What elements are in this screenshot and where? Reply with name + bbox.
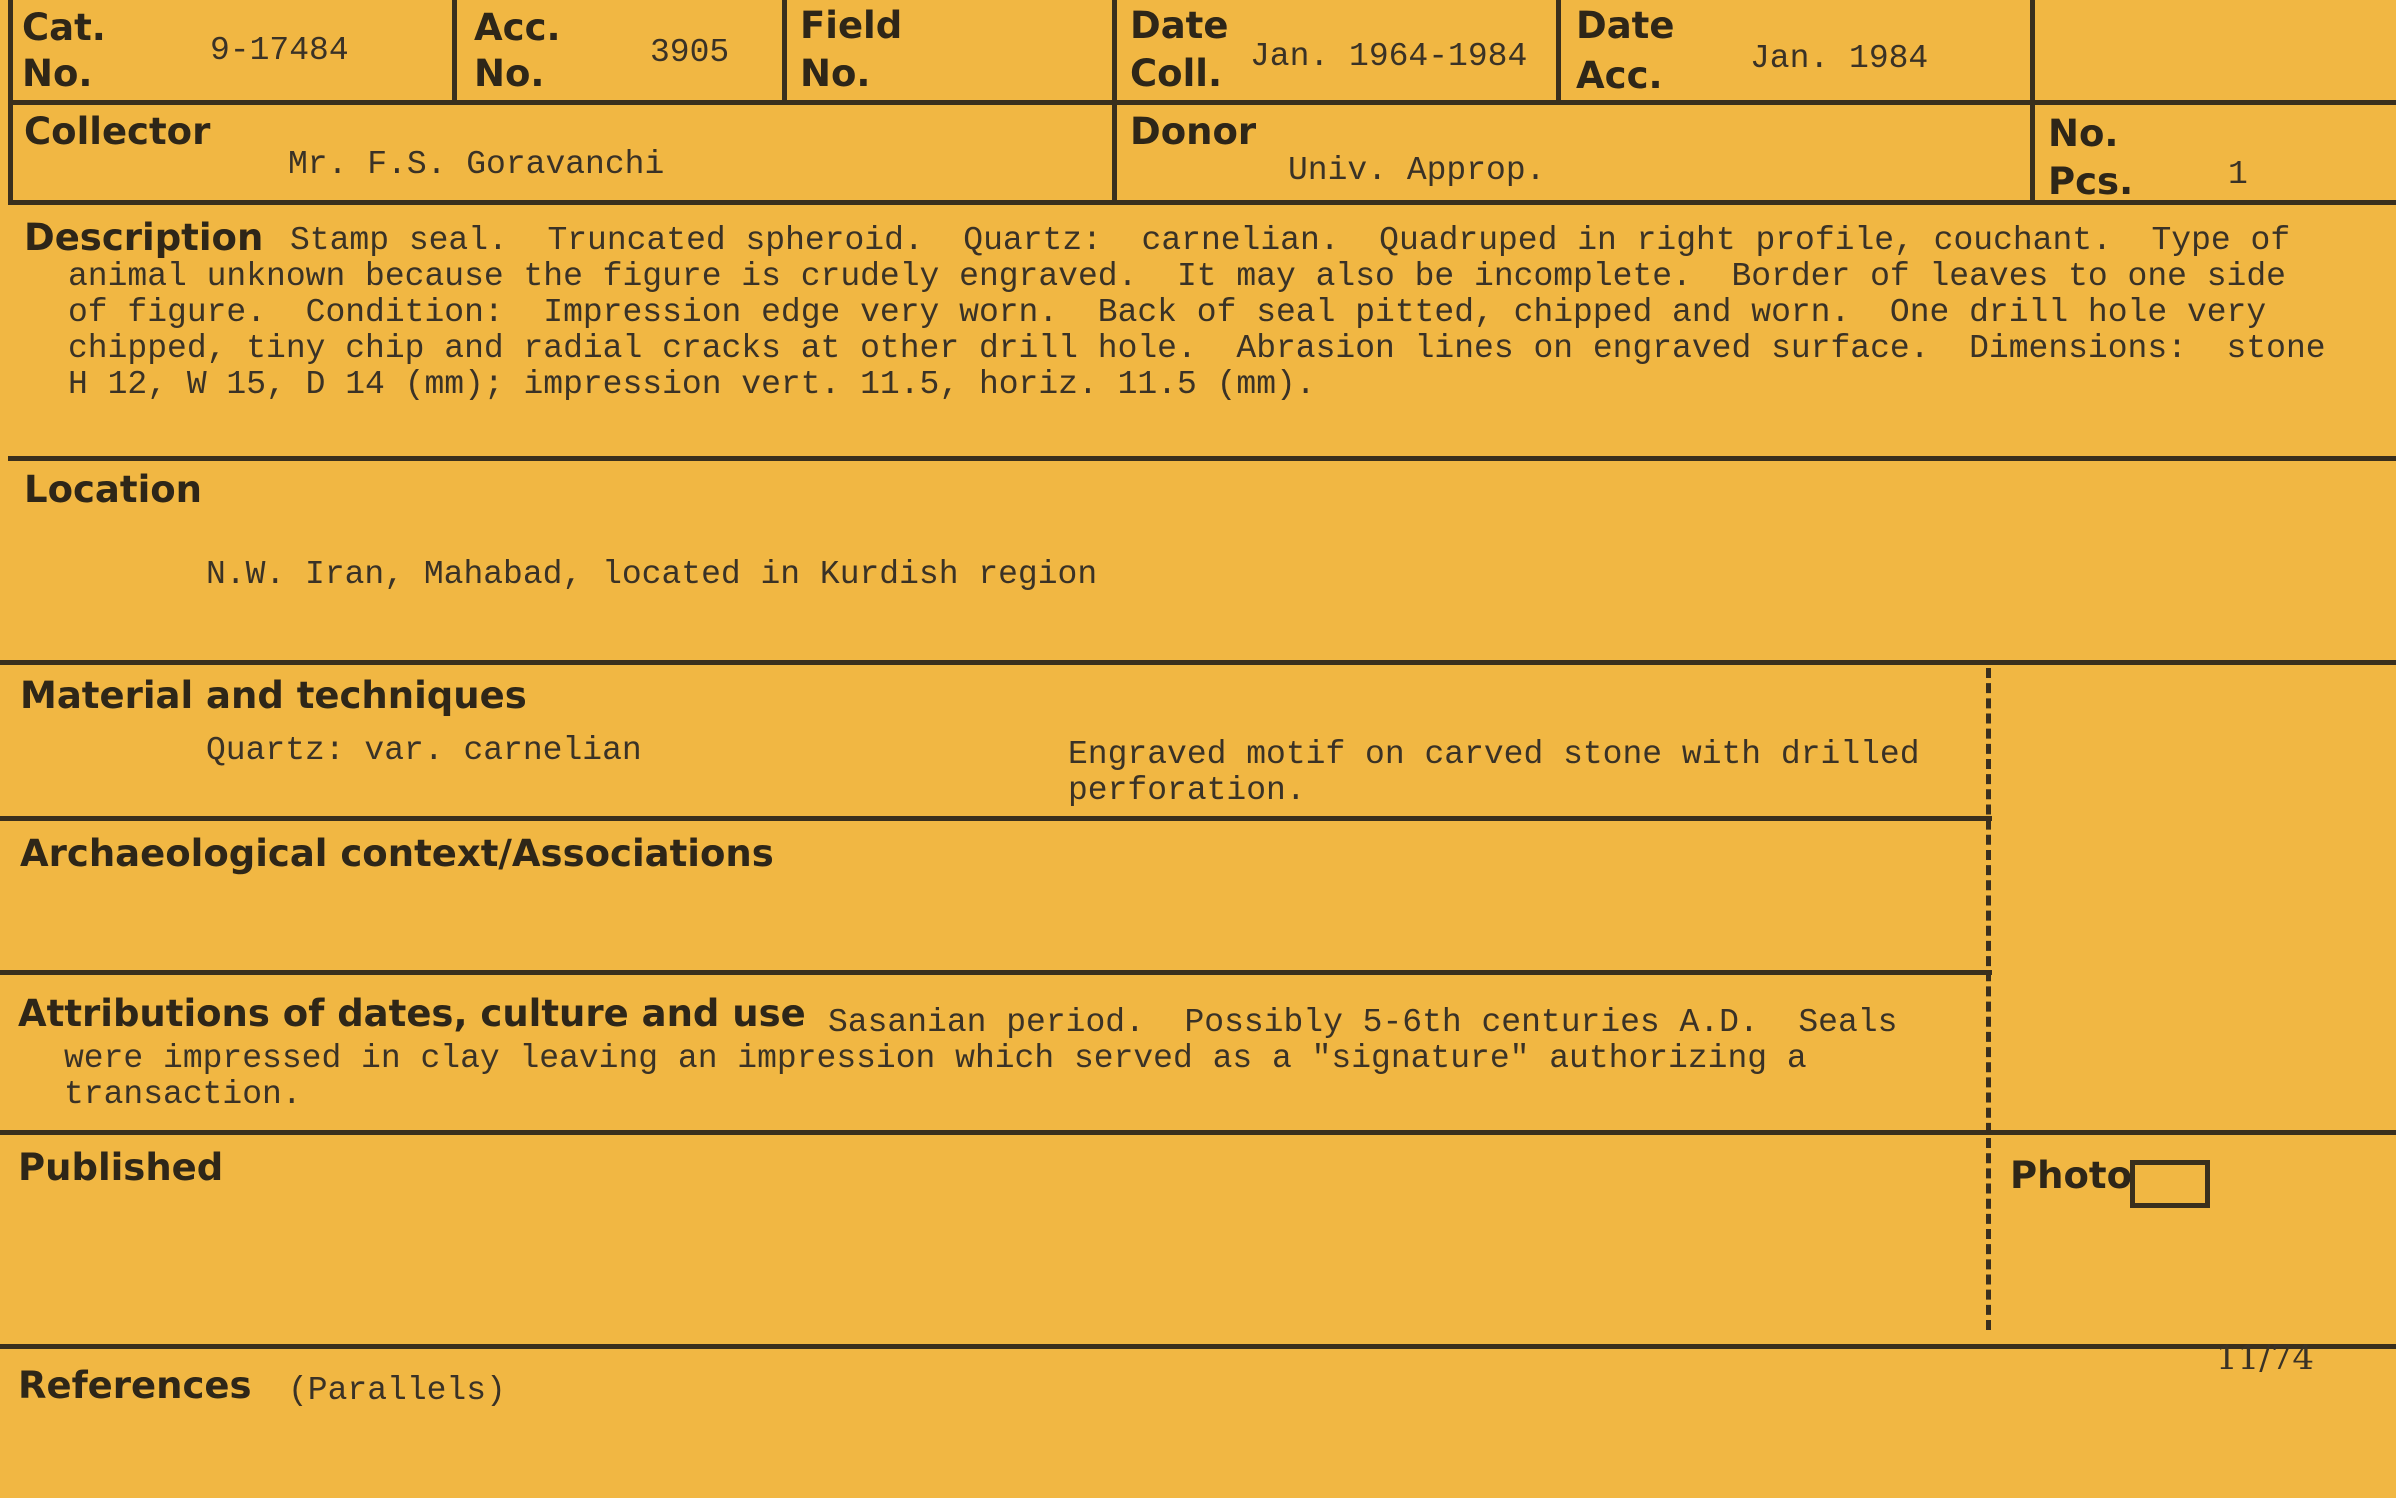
attributions-label: Attributions of dates, culture and use bbox=[18, 992, 806, 1035]
donor-name: Univ. Approp. bbox=[1288, 152, 1546, 189]
field-label: Field bbox=[800, 4, 903, 47]
material-label: Material and techniques bbox=[20, 674, 527, 717]
field-label-no: No. bbox=[800, 52, 871, 95]
pcs-label: No. bbox=[2048, 112, 2119, 155]
description-line-2: animal unknown because the figure is crudely engraved. It may also be incomplete. Border of leaves to one side bbox=[68, 258, 2286, 295]
rule-acc-field bbox=[782, 0, 787, 104]
collector-name: Mr. F.S. Goravanchi bbox=[288, 146, 665, 183]
rule-published-bottom bbox=[0, 1344, 2396, 1349]
form-number: 11/74 bbox=[2216, 1338, 2314, 1378]
location-label: Location bbox=[24, 468, 203, 511]
rule-collector-bottom bbox=[8, 200, 2396, 205]
description-label: Description bbox=[24, 216, 264, 259]
rule-archaeological-bottom bbox=[0, 970, 1992, 975]
photo-label: Photo bbox=[2010, 1154, 2132, 1197]
technique-line-2: perforation. bbox=[1068, 772, 1306, 809]
pcs-count: 1 bbox=[2228, 156, 2248, 193]
date-accessioned: Jan. 1984 bbox=[1750, 40, 1929, 77]
location-value: N.W. Iran, Mahabad, located in Kurdish region bbox=[206, 556, 1098, 593]
attributions-line-1: Sasanian period. Possibly 5-6th centuries A.D. Seals bbox=[828, 1004, 1898, 1041]
acc-label: Acc. bbox=[474, 6, 561, 49]
rule-attributions-bottom bbox=[0, 1130, 2396, 1135]
pcs-label-pcs: Pcs. bbox=[2048, 160, 2134, 203]
collector-label: Collector bbox=[24, 110, 211, 153]
acc-number: 3905 bbox=[650, 34, 730, 71]
rule-header-bottom bbox=[8, 100, 2396, 105]
date-acc-label-acc: Acc. bbox=[1576, 54, 1663, 97]
description-line-3: of figure. Condition: Impression edge very worn. Back of seal pitted, chipped and worn. One drill hole very bbox=[68, 294, 2267, 331]
acc-label-no: No. bbox=[474, 52, 545, 95]
rule-description-bottom bbox=[8, 456, 2396, 461]
description-line-4: chipped, tiny chip and radial cracks at other drill hole. Abrasion lines on engraved surface. Dimensions: stone bbox=[68, 330, 2326, 367]
photo-checkbox[interactable] bbox=[2130, 1160, 2210, 1208]
technique-line-1: Engraved motif on carved stone with drilled bbox=[1068, 736, 1920, 773]
cat-number: 9-17484 bbox=[210, 32, 349, 69]
date-coll-label-coll: Coll. bbox=[1130, 52, 1222, 95]
rule-location-bottom bbox=[0, 660, 2396, 665]
date-acc-label: Date bbox=[1576, 4, 1675, 47]
references-value: (Parallels) bbox=[288, 1372, 506, 1409]
date-coll-label: Date bbox=[1130, 4, 1229, 47]
cat-label-no: No. bbox=[22, 52, 93, 95]
rule-field-date bbox=[1112, 0, 1117, 205]
rule-dateacc-pcs bbox=[2030, 0, 2035, 205]
material-value: Quartz: var. carnelian bbox=[206, 732, 642, 769]
archaeological-label: Archaeological context/Associations bbox=[20, 832, 774, 875]
description-line-1: Stamp seal. Truncated spheroid. Quartz: carnelian. Quadruped in right profile, couchant. Type of bbox=[290, 222, 2291, 259]
rule-datecoll-dateacc bbox=[1556, 0, 1561, 104]
rule-material-bottom bbox=[0, 816, 1992, 821]
cat-label: Cat. bbox=[22, 6, 106, 49]
published-label: Published bbox=[18, 1146, 224, 1189]
donor-label: Donor bbox=[1130, 110, 1257, 153]
rule-left-edge bbox=[8, 0, 13, 205]
attributions-line-3: transaction. bbox=[64, 1076, 302, 1113]
rule-dashed-right bbox=[1986, 668, 1991, 1330]
date-collected: Jan. 1964-1984 bbox=[1250, 38, 1528, 75]
attributions-line-2: were impressed in clay leaving an impression which served as a "signature" authorizing a bbox=[64, 1040, 1807, 1077]
references-label: References bbox=[18, 1364, 252, 1407]
rule-cat-acc bbox=[452, 0, 457, 104]
description-line-5: H 12, W 15, D 14 (mm); impression vert. 11.5, horiz. 11.5 (mm). bbox=[68, 366, 1316, 403]
